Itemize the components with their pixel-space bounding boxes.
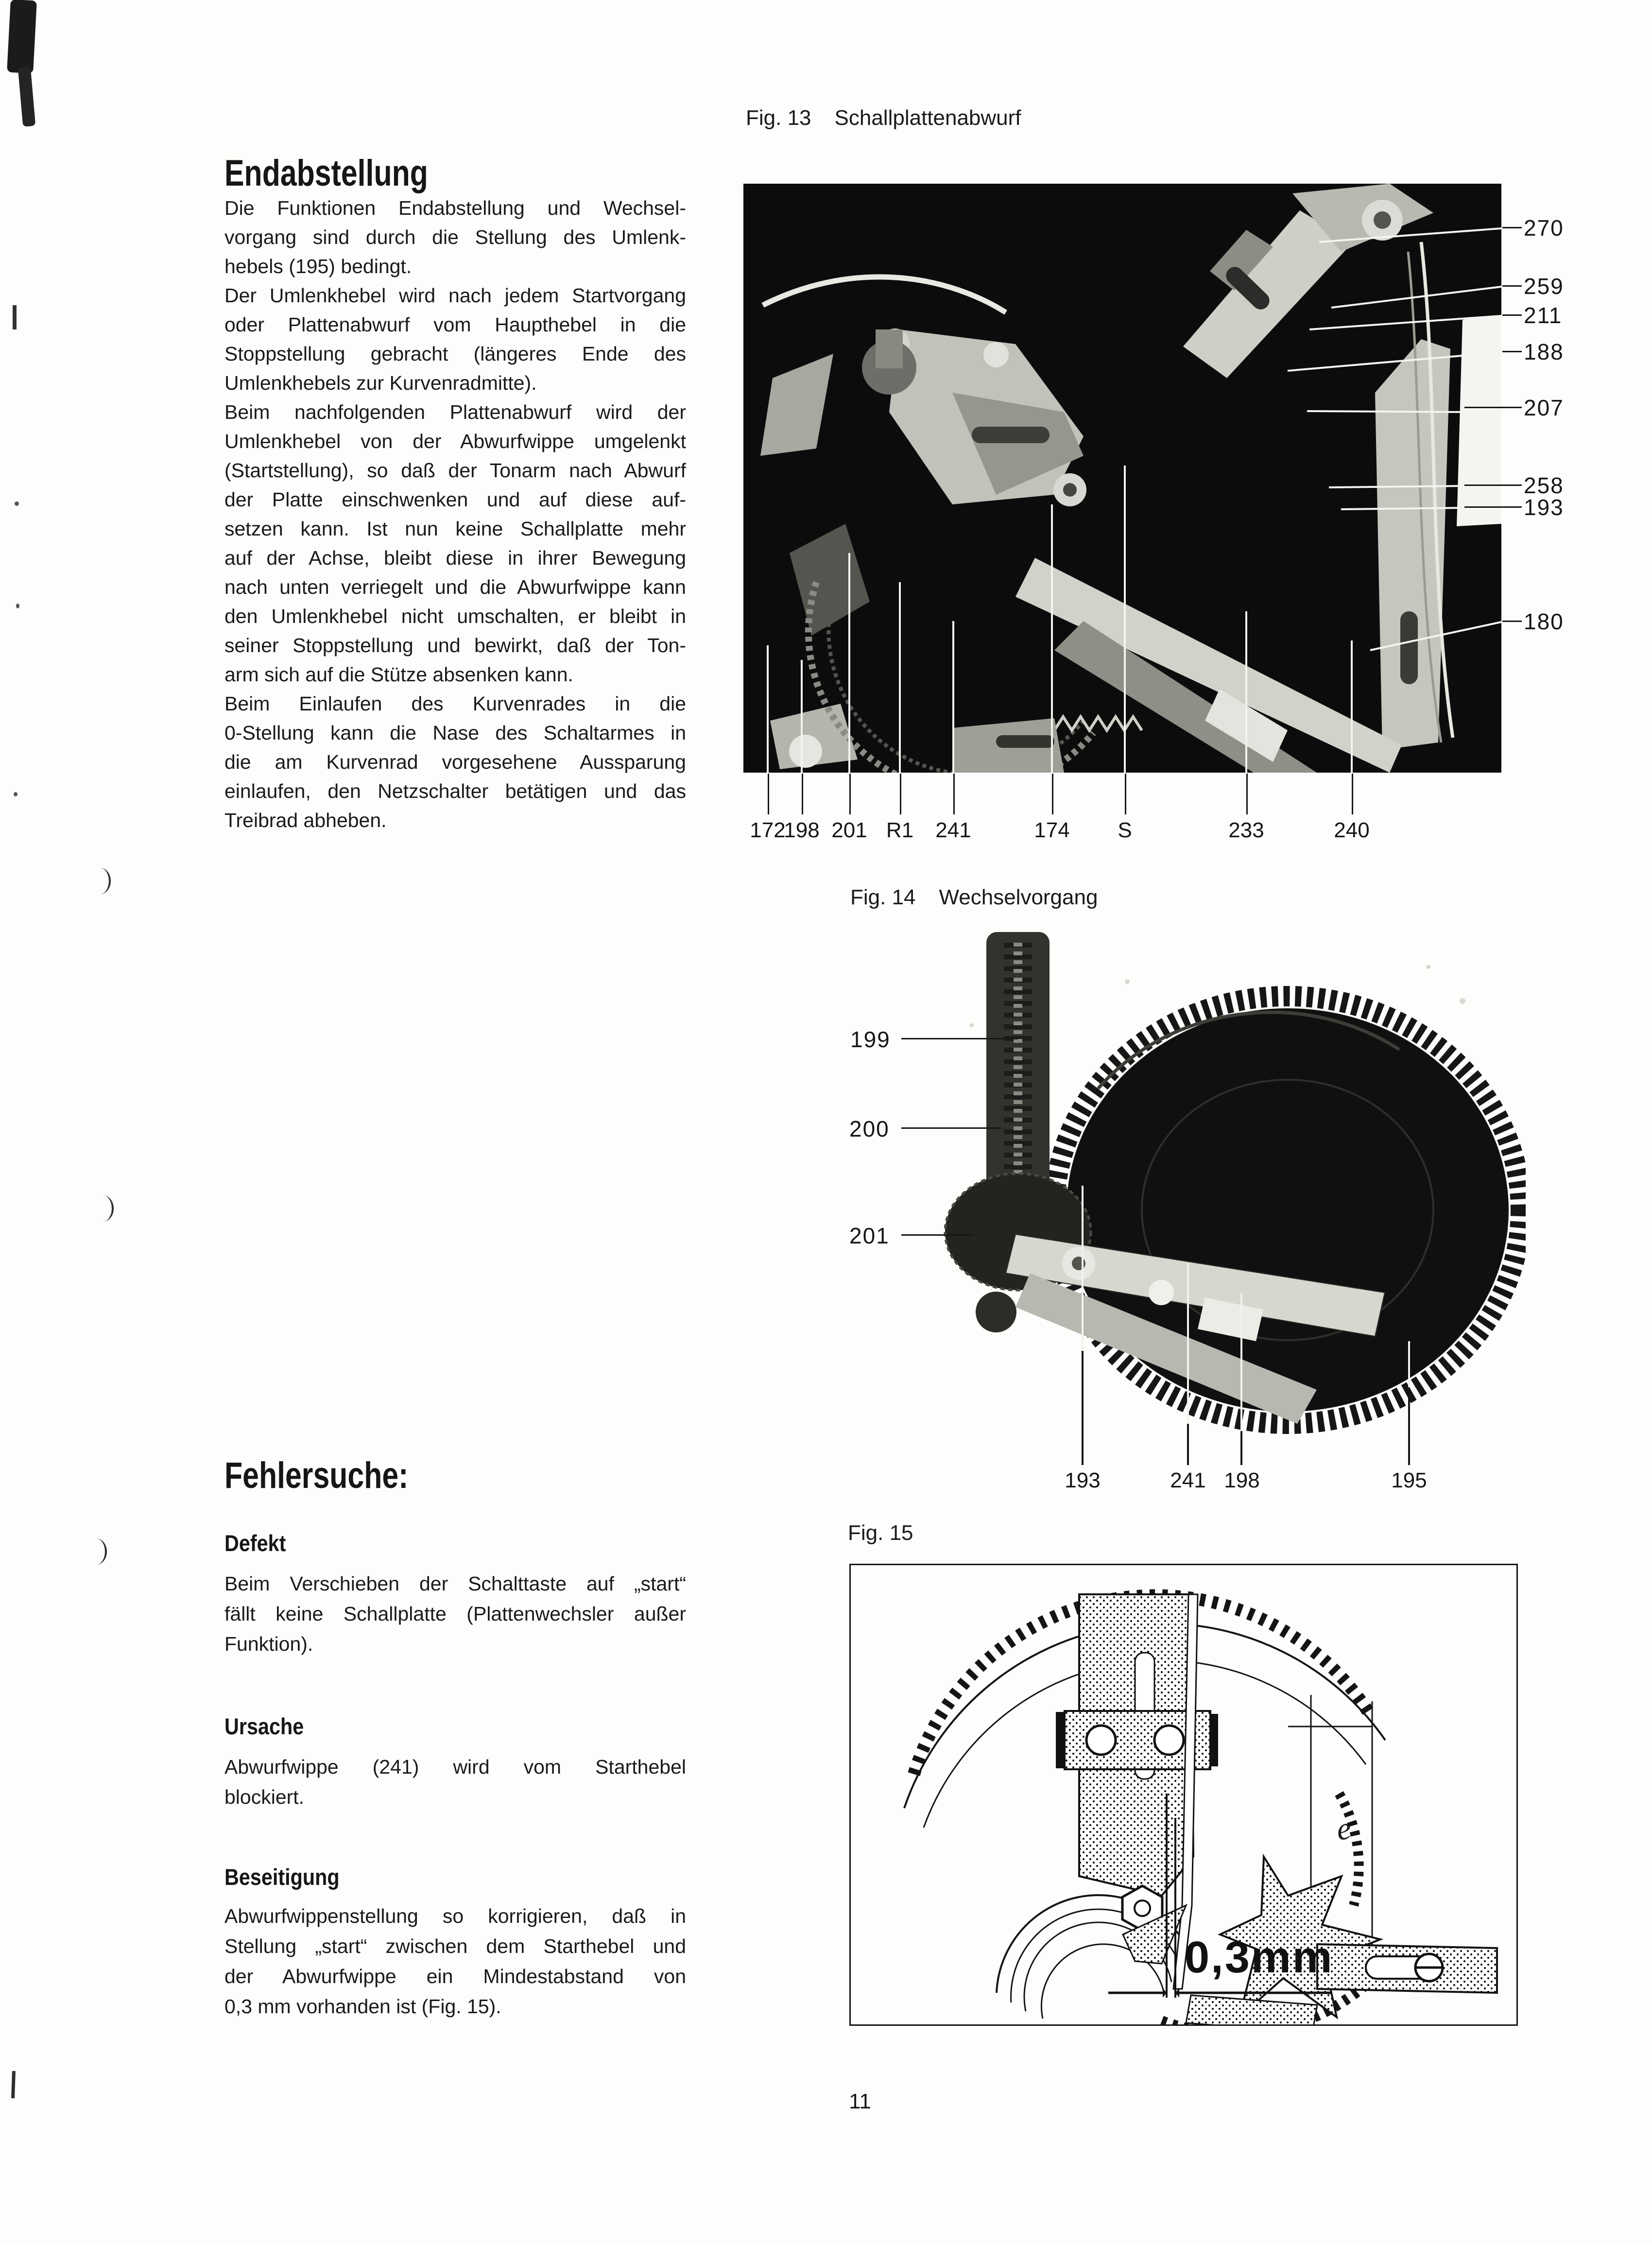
part-number-label: 193 — [1524, 495, 1564, 520]
part-number-label: 207 — [1524, 395, 1564, 420]
callout-line — [1052, 774, 1053, 814]
text-line: der Abwurfwippe ein Mindestabstand von — [224, 1965, 686, 1987]
callout-line — [768, 774, 769, 814]
text-line: 0-Stellung kann die Nase des Schaltarmes in — [224, 722, 686, 744]
text-line: Funktion). — [224, 1633, 313, 1655]
callout-line — [1502, 621, 1522, 622]
text-line: Umlenkhebels zur Kurvenradmitte). — [224, 372, 537, 394]
part-number-label: 270 — [1524, 215, 1564, 241]
text-line: Abwurfwippenstellung so korrigieren, daß in — [224, 1905, 686, 1927]
part-number-label: 258 — [1524, 473, 1564, 498]
scan-artifact — [15, 501, 19, 506]
fig15-drawing-graphic — [851, 1565, 1516, 2024]
scan-artifact — [14, 792, 17, 796]
text-line: einlaufen, den Netzschalter betätigen und das — [224, 780, 686, 802]
text-line: Der Umlenkhebel wird nach jedem Startvorgang — [224, 284, 686, 307]
part-number-label: 193 — [1065, 1468, 1101, 1492]
text-line: Beim Einlaufen des Kurvenrades in die — [224, 692, 686, 715]
fig14-caption-title: Wechselvorgang — [939, 885, 1098, 909]
part-number-label: 259 — [1524, 274, 1564, 299]
part-number-label: 233 — [1228, 818, 1264, 842]
beseitigung-paragraph — [224, 1901, 686, 2021]
callout-line — [849, 774, 851, 814]
callout-line — [1502, 227, 1522, 228]
dimension-label: 0,3mm — [1185, 1933, 1334, 1982]
callout-line — [1246, 774, 1248, 814]
text-line: Beim nachfolgenden Plattenabwurf wird der — [224, 401, 686, 423]
part-number-label: 201 — [831, 818, 867, 842]
callout-line — [1464, 484, 1522, 486]
part-number-label: 180 — [1524, 609, 1564, 634]
text-line: Umlenkhebel von der Abwurfwippe umgelenkt — [224, 430, 686, 452]
subheading-ursache: Ursache — [224, 1713, 304, 1739]
scan-artifact — [13, 305, 17, 329]
text-line: fällt keine Schallplatte (Plattenwechsler außer — [224, 1603, 686, 1625]
callout-line — [1502, 285, 1522, 287]
text-line: (Startstellung), so daß der Tonarm nach Abwurf — [224, 459, 686, 482]
text-line: vorgang sind durch die Stellung des Umlenk- — [224, 226, 686, 248]
fig13-photo-graphic — [743, 184, 1501, 773]
section-heading-fehlersuche: Fehlersuche: — [224, 1454, 409, 1496]
scan-artifact — [16, 604, 19, 608]
part-number-label: 241 — [935, 818, 971, 842]
callout-line — [1502, 351, 1522, 352]
defekt-paragraph — [224, 1569, 686, 1659]
text-line: blockiert. — [224, 1786, 305, 1808]
fig13-caption-label: Fig. 13 — [746, 106, 811, 130]
text-line: Stoppstellung gebracht (längeres Ende des — [224, 343, 686, 365]
text-line: den Umlenkhebel nicht umschalten, er bleibt in — [224, 605, 686, 627]
scan-artifact — [103, 1195, 114, 1222]
text-line: setzen kann. Ist nun keine Schallplatte mehr — [224, 518, 686, 540]
callout-line — [901, 1234, 974, 1236]
fig15-caption — [848, 1521, 913, 1545]
fig13-caption-title: Schallplattenabwurf — [834, 106, 1021, 130]
text-line: hebels (195) bedingt. — [224, 255, 412, 277]
part-number-label: 172 — [750, 818, 786, 842]
text-line: Die Funktionen Endabstellung und Wechsel- — [224, 197, 686, 219]
fig14-caption-label: Fig. 14 — [850, 885, 916, 909]
text-line: die am Kurvenrad vorgesehene Aussparung — [224, 751, 686, 773]
fig15-drawing — [849, 1564, 1518, 2026]
part-number-label: 241 — [1170, 1468, 1206, 1492]
callout-line — [1502, 314, 1522, 316]
part-number-label: 198 — [784, 818, 820, 842]
part-number-label: 200 — [849, 1116, 890, 1141]
section-heading-endabstellung: Endabstellung — [224, 152, 428, 194]
part-number-label: 195 — [1391, 1468, 1427, 1492]
text-line: Beim Verschieben der Schalttaste auf „start“ — [224, 1572, 686, 1595]
callout-line — [901, 1127, 1001, 1129]
subheading-beseitigung: Beseitigung — [224, 1864, 340, 1890]
part-number-label: 188 — [1524, 339, 1564, 364]
part-number-label: 199 — [850, 1027, 891, 1052]
part-number-label: R1 — [886, 818, 914, 842]
ursache-paragraph — [224, 1752, 686, 1812]
fig14-photo — [826, 923, 1526, 1465]
endabstellung-paragraph — [224, 193, 686, 835]
fig13-photo — [743, 184, 1501, 773]
text-line: nach unten verriegelt und die Abwurfwippe kann — [224, 576, 686, 598]
part-number-label: 240 — [1334, 818, 1370, 842]
text-line: Treibrad abheben. — [224, 809, 387, 831]
text-line: oder Plattenabwurf vom Haupthebel in die — [224, 313, 686, 336]
scan-artifact — [18, 67, 36, 127]
callout-line — [901, 1038, 1018, 1039]
callout-line — [1352, 774, 1353, 814]
scan-artifact — [11, 2071, 16, 2098]
text-line: Abwurfwippe (241) wird vom Starthebel — [224, 1756, 686, 1778]
fig14-photo-graphic — [826, 923, 1526, 1465]
subheading-defekt: Defekt — [224, 1530, 286, 1556]
text-line: 0,3 mm vorhanden ist (Fig. 15). — [224, 1995, 501, 2018]
part-number-label: 201 — [849, 1223, 890, 1248]
part-number-label: 174 — [1034, 818, 1070, 842]
scan-artifact — [96, 1538, 107, 1565]
part-number-label: 198 — [1224, 1468, 1260, 1492]
page-number: 11 — [849, 2090, 871, 2113]
text-line: seiner Stoppstellung und bewirkt, daß der Ton- — [224, 634, 686, 656]
cursive-annotation: e — [1334, 1810, 1354, 1848]
text-line: auf der Achse, bleibt diese in ihrer Bewegung — [224, 547, 686, 569]
callout-line — [1464, 407, 1522, 408]
scan-artifact — [7, 0, 37, 73]
text-line: arm sich auf die Stütze absenken kann. — [224, 663, 573, 686]
callout-line — [1464, 506, 1522, 508]
fig13-caption — [746, 106, 1021, 130]
callout-line — [900, 774, 901, 814]
part-number-label: S — [1118, 818, 1132, 842]
callout-line — [802, 774, 803, 814]
callout-line — [953, 774, 955, 814]
fig14-caption — [850, 885, 1098, 910]
scan-artifact — [100, 868, 111, 894]
fig15-caption-label: Fig. 15 — [848, 1521, 913, 1545]
part-number-label: 211 — [1524, 303, 1563, 328]
callout-line — [1125, 774, 1126, 814]
text-line: Stellung „start“ zwischen dem Starthebel und — [224, 1935, 686, 1957]
text-line: der Platte einschwenken und auf diese auf- — [224, 488, 686, 511]
